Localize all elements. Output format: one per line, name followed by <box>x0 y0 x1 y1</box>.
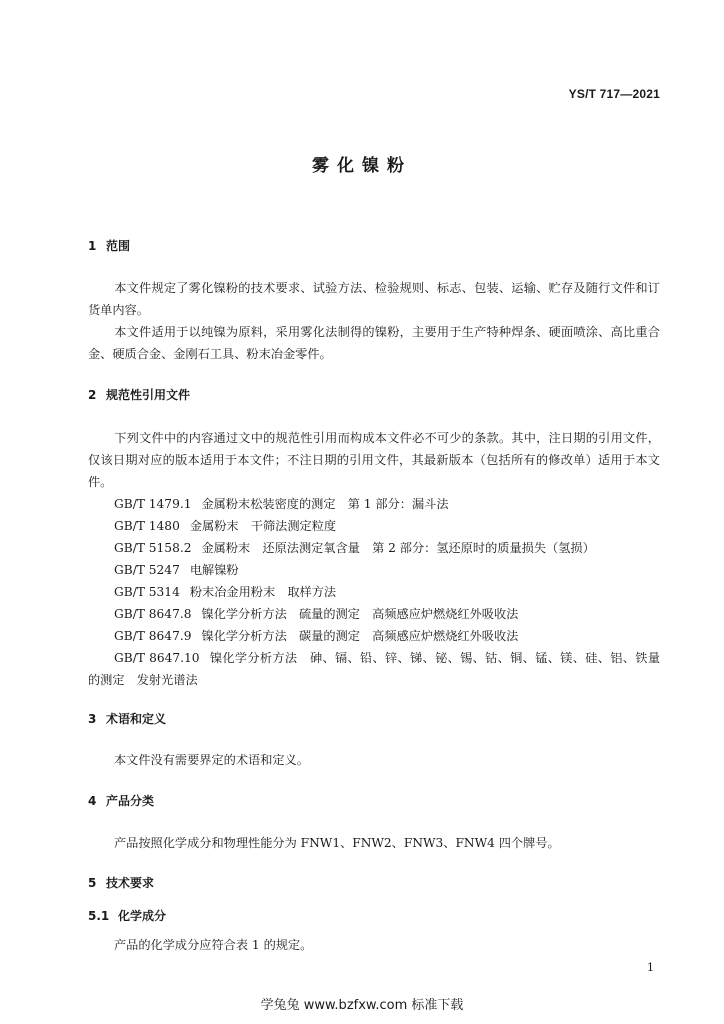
section-1-heading <box>88 237 130 254</box>
reference-code: GB/T 1480 <box>114 519 180 533</box>
reference-item <box>114 603 660 625</box>
reference-title: 粉末冶金用粉末 取样方法 <box>189 585 337 599</box>
reference-item <box>114 493 660 515</box>
section-title: 产品分类 <box>106 794 155 808</box>
section-title: 术语和定义 <box>106 712 167 726</box>
section-4-heading <box>88 792 154 809</box>
section-title: 规范性引用文件 <box>106 388 191 402</box>
section-3-heading <box>88 710 166 727</box>
reference-code: GB/T 5314 <box>114 585 180 599</box>
subsection-number: 5.1 <box>88 909 110 923</box>
reference-title: 镍化学分析方法 砷、镉、铅、锌、锑、铋、锡、钴、铜、锰、镁、硅、铝、铁量的测定 发射光谱法 <box>88 651 661 687</box>
reference-code: GB/T 5158.2 <box>114 541 192 555</box>
subsection-5-1-paragraph <box>88 934 660 956</box>
reference-item <box>88 647 660 691</box>
document-title: 雾化镍粉 <box>312 156 412 176</box>
reference-item <box>114 515 660 537</box>
reference-item <box>114 537 660 559</box>
reference-item <box>114 625 660 647</box>
section-2-heading <box>88 386 190 403</box>
reference-code: GB/T 8647.9 <box>114 629 192 643</box>
section-number: 1 <box>88 239 97 253</box>
paragraph-text: 本文件没有需要界定的术语和定义。 <box>114 753 309 767</box>
section-5-heading <box>88 874 154 891</box>
section-1-paragraph-1 <box>88 277 660 321</box>
subsection-5-1-heading <box>88 907 166 924</box>
reference-title: 金属粉末 干筛法测定粒度 <box>189 519 337 533</box>
reference-title: 金属粉末 还原法测定氧含量 第 2 部分：氢还原时的质量损失（氢损） <box>201 541 595 555</box>
paragraph-text: 产品按照化学成分和物理性能分为 FNW1、FNW2、FNW3、FNW4 四个牌号。 <box>114 836 560 850</box>
reference-code: GB/T 8647.8 <box>114 607 192 621</box>
paragraph-text: 下列文件中的内容通过文中的规范性引用而构成本文件必不可少的条款。其中，注日期的引用文件，仅该日期对应的版本适用于本文件；不注日期的引用文件，其最新版本（包括所有的修改单）适用于本文件。 <box>88 431 660 489</box>
reference-item <box>114 581 660 603</box>
paragraph-text: 本文件规定了雾化镍粉的技术要求、试验方法、检验规则、标志、包装、运输、贮存及随行文件和订货单内容。 <box>88 281 660 317</box>
section-number: 3 <box>88 712 97 726</box>
subsection-title: 化学成分 <box>118 909 167 923</box>
paragraph-text: 本文件适用于以纯镍为原料，采用雾化法制得的镍粉，主要用于生产特种焊条、硬面喷涂、高比重合金、硬质合金、金刚石工具、粉末冶金零件。 <box>88 325 660 361</box>
section-number: 5 <box>88 876 97 890</box>
section-title: 技术要求 <box>106 876 155 890</box>
reference-title: 镍化学分析方法 硫量的测定 高频感应炉燃烧红外吸收法 <box>201 607 519 621</box>
section-1-paragraph-2 <box>88 321 660 365</box>
reference-code: GB/T 5247 <box>114 563 180 577</box>
reference-title: 电解镍粉 <box>189 563 239 577</box>
section-number: 2 <box>88 388 97 402</box>
standard-code: YS/T 717—2021 <box>568 87 660 101</box>
paragraph-text: 产品的化学成分应符合表 1 的规定。 <box>114 938 313 952</box>
download-footer: 学兔兔 www.bzfxw.com 标准下载 <box>260 998 464 1013</box>
reference-code: GB/T 1479.1 <box>114 497 192 511</box>
section-4-paragraph <box>88 832 660 854</box>
section-title: 范围 <box>106 239 131 253</box>
section-2-intro <box>88 427 660 493</box>
reference-title: 金属粉末松装密度的测定 第 1 部分：漏斗法 <box>201 497 449 511</box>
reference-code: GB/T 8647.10 <box>114 651 200 665</box>
reference-title: 镍化学分析方法 碳量的测定 高频感应炉燃烧红外吸收法 <box>201 629 519 643</box>
section-number: 4 <box>88 794 97 808</box>
page-number: 1 <box>647 961 654 974</box>
section-3-paragraph <box>88 749 660 771</box>
reference-item <box>114 559 660 581</box>
